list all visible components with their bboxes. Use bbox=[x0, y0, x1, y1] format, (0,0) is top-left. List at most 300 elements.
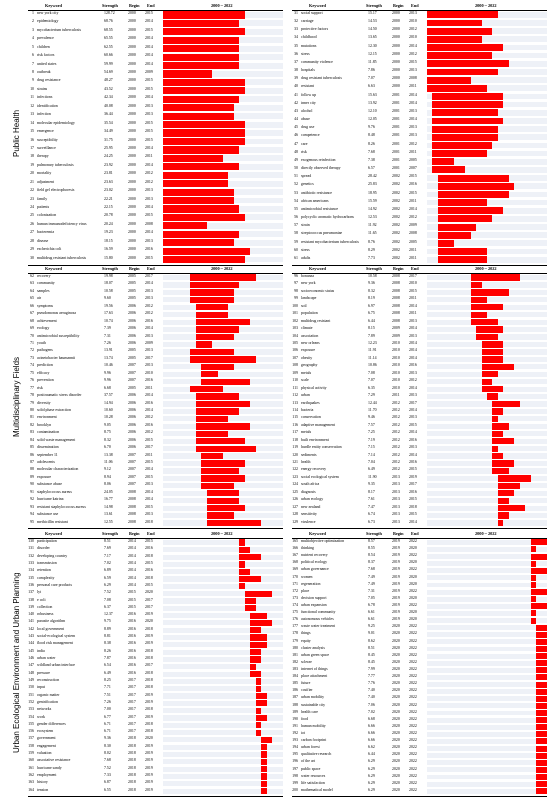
row-strength: 7.39 bbox=[104, 326, 111, 331]
row-index: 142 bbox=[28, 626, 34, 631]
row-strength: 9.75 bbox=[104, 619, 111, 624]
row-strength: 19.56 bbox=[104, 303, 113, 308]
row-begin: 2006 bbox=[128, 326, 136, 331]
row-index: 184 bbox=[292, 674, 298, 679]
row-index: 20 bbox=[30, 171, 34, 176]
row-index: 195 bbox=[292, 752, 298, 757]
burst-bar bbox=[163, 163, 239, 170]
burst-bar bbox=[201, 379, 250, 385]
row-keyword: things bbox=[301, 631, 311, 636]
row-end: 2014 bbox=[409, 117, 417, 122]
burst-bar bbox=[207, 498, 240, 504]
row-begin: 2000 bbox=[128, 103, 136, 108]
row-keyword: exposure bbox=[37, 474, 52, 479]
burst-bar bbox=[250, 634, 266, 640]
timeline-track bbox=[427, 453, 547, 458]
burst-bar bbox=[163, 231, 239, 238]
row-begin: 2015 bbox=[128, 597, 136, 602]
row-end: 2013 bbox=[145, 112, 153, 117]
row-index: 192 bbox=[292, 731, 298, 735]
row-keyword: geography bbox=[301, 363, 318, 368]
row-end: 2015 bbox=[409, 190, 417, 195]
row-index: 43 bbox=[294, 108, 298, 113]
row-keyword: cluster analysis bbox=[301, 645, 325, 650]
row-begin: 2010 bbox=[392, 348, 400, 353]
row-strength: 9.36 bbox=[368, 281, 375, 286]
row-strength: 19.98 bbox=[104, 274, 113, 278]
row-end: 2015 bbox=[145, 539, 153, 543]
row-begin: 2014 bbox=[128, 582, 136, 587]
row-strength: 6.61 bbox=[368, 610, 375, 615]
burst-bar bbox=[432, 134, 497, 141]
row-index: 175 bbox=[292, 610, 298, 615]
row-end: 2019 bbox=[145, 780, 153, 785]
row-index: 97 bbox=[294, 281, 298, 286]
row-strength: 28.42 bbox=[368, 174, 377, 179]
burst-bar bbox=[256, 678, 261, 684]
row-keyword: urban bbox=[301, 393, 310, 398]
row-end: 2014 bbox=[145, 162, 153, 167]
row-keyword: disease bbox=[37, 238, 49, 243]
row-keyword: drug resistance bbox=[37, 78, 61, 83]
header-timeline: 2000 ~ 2022 bbox=[475, 3, 497, 8]
row-strength: 7.19 bbox=[368, 437, 375, 442]
row-end: 2018 bbox=[145, 685, 153, 690]
burst-bar bbox=[196, 416, 229, 422]
row-index: 173 bbox=[292, 595, 298, 600]
row-end: 2005 bbox=[409, 157, 417, 162]
row-strength: 68.55 bbox=[104, 27, 113, 32]
row-index: 91 bbox=[30, 489, 34, 494]
row-keyword: lyt bbox=[37, 590, 42, 595]
row-index: 61 bbox=[294, 255, 298, 260]
row-keyword: water resources bbox=[301, 773, 326, 778]
row-index: 122 bbox=[292, 467, 298, 472]
burst-bar bbox=[471, 304, 504, 310]
row-end: 2020 bbox=[409, 610, 417, 615]
row-strength: 18.15 bbox=[104, 238, 113, 243]
row-strength: 6.35 bbox=[368, 385, 375, 390]
burst-bar bbox=[250, 642, 266, 648]
row-end: 2012 bbox=[409, 141, 417, 146]
row-keyword: iot bbox=[301, 731, 306, 735]
row-begin: 2020 bbox=[392, 638, 400, 643]
row-strength: 6.29 bbox=[368, 766, 375, 771]
burst-bar bbox=[250, 613, 266, 619]
row-end: 2019 bbox=[145, 787, 153, 792]
row-strength: 14.50 bbox=[368, 27, 377, 32]
row-end: 2007 bbox=[409, 166, 417, 171]
burst-bar bbox=[196, 438, 245, 444]
burst-bar bbox=[207, 490, 240, 496]
row-index: 12 bbox=[30, 103, 34, 108]
row-strength: 6.66 bbox=[368, 731, 375, 735]
row-strength: 8.15 bbox=[368, 326, 375, 331]
row-end: 2015 bbox=[409, 174, 417, 179]
row-strength: 8.51 bbox=[368, 645, 375, 650]
timeline-track bbox=[427, 554, 547, 559]
row-keyword: nutrient recovery bbox=[301, 553, 328, 558]
row-strength: 18.07 bbox=[104, 281, 113, 286]
row-index: 185 bbox=[292, 681, 298, 686]
row-end: 2013 bbox=[145, 333, 153, 338]
row-keyword: resistant staphylococcus aureus bbox=[37, 504, 86, 509]
row-end: 2022 bbox=[409, 738, 417, 743]
row-strength: 7.26 bbox=[104, 340, 111, 345]
row-end: 2019 bbox=[145, 751, 153, 756]
row-index: 95 bbox=[30, 519, 34, 524]
row-end: 2022 bbox=[409, 645, 417, 650]
row-strength: 7.87 bbox=[104, 656, 111, 661]
burst-bar bbox=[163, 172, 228, 179]
burst-bar bbox=[256, 700, 267, 706]
row-index: 199 bbox=[292, 780, 298, 785]
burst-bar bbox=[163, 62, 239, 69]
row-index: 45 bbox=[294, 125, 298, 130]
row-begin: 2000 bbox=[128, 247, 136, 252]
row-end: 2014 bbox=[409, 326, 417, 331]
row-index: 144 bbox=[28, 641, 34, 646]
row-begin: 2020 bbox=[392, 667, 400, 671]
row-index: 145 bbox=[28, 648, 34, 653]
row-keyword: health bbox=[301, 460, 311, 465]
row-begin: 2017 bbox=[128, 721, 136, 726]
row-end: 2019 bbox=[145, 773, 153, 778]
burst-bar bbox=[498, 505, 525, 511]
timeline-track bbox=[163, 664, 283, 669]
row-index: 100 bbox=[292, 303, 298, 308]
row-keyword: complexity bbox=[37, 575, 55, 580]
row-begin: 2011 bbox=[392, 393, 400, 398]
row-index: 166 bbox=[292, 546, 298, 551]
burst-bar bbox=[163, 222, 207, 229]
row-begin: 2020 bbox=[392, 773, 400, 778]
row-begin: 2006 bbox=[128, 393, 136, 398]
row-begin: 2008 bbox=[392, 311, 400, 316]
burst-bar bbox=[536, 682, 547, 688]
header-end: End bbox=[411, 266, 419, 271]
row-begin: 2006 bbox=[128, 340, 136, 345]
row-begin: 2014 bbox=[128, 560, 136, 565]
timeline-track bbox=[427, 506, 547, 511]
row-index: 75 bbox=[30, 370, 34, 375]
row-keyword: flood risk management bbox=[37, 641, 73, 646]
row-keyword: place attachment bbox=[301, 674, 328, 679]
row-end: 2014 bbox=[409, 206, 417, 211]
burst-bar bbox=[196, 312, 229, 318]
row-end: 2014 bbox=[145, 204, 153, 209]
row-begin: 2020 bbox=[392, 787, 400, 792]
row-index: 32 bbox=[294, 19, 298, 24]
burst-bar bbox=[471, 312, 487, 318]
row-strength: 7.89 bbox=[368, 333, 375, 338]
row-index: 151 bbox=[28, 692, 34, 697]
row-index: 26 bbox=[30, 221, 34, 226]
row-begin: 2012 bbox=[392, 437, 400, 442]
row-strength: 11.90 bbox=[368, 474, 377, 479]
row-keyword: risk bbox=[301, 149, 307, 154]
row-begin: 2009 bbox=[392, 333, 400, 338]
row-strength: 37.57 bbox=[104, 393, 113, 398]
row-end: 2022 bbox=[409, 603, 417, 607]
burst-bar bbox=[239, 539, 244, 545]
row-strength: 6.66 bbox=[368, 738, 375, 743]
row-begin: 2020 bbox=[392, 709, 400, 714]
burst-bar bbox=[531, 561, 536, 567]
burst-bar bbox=[196, 341, 212, 347]
row-end: 2013 bbox=[145, 363, 153, 368]
burst-bar bbox=[163, 155, 223, 162]
row-strength: 8.62 bbox=[368, 638, 375, 643]
row-keyword: social-ecological system bbox=[37, 634, 76, 639]
burst-bar bbox=[201, 468, 239, 474]
row-begin: 2016 bbox=[128, 619, 136, 624]
row-keyword: field gel electrophoresis bbox=[37, 188, 75, 193]
row-keyword: local government bbox=[37, 626, 65, 631]
burst-bar bbox=[536, 710, 547, 716]
header-begin: Begin bbox=[393, 531, 404, 536]
row-index: 136 bbox=[28, 582, 34, 587]
row-keyword: drug use bbox=[301, 125, 315, 130]
row-end: 2022 bbox=[409, 773, 417, 778]
timeline-track bbox=[427, 782, 547, 787]
row-begin: 2008 bbox=[128, 504, 136, 509]
row-index: 51 bbox=[294, 174, 298, 179]
row-begin: 2016 bbox=[128, 634, 136, 639]
burst-bar bbox=[163, 104, 234, 111]
row-begin: 2017 bbox=[128, 707, 136, 712]
row-begin: 2002 bbox=[392, 198, 400, 203]
burst-bar bbox=[531, 596, 536, 602]
row-begin: 2001 bbox=[392, 141, 400, 146]
timeline-track bbox=[427, 661, 547, 666]
row-index: 164 bbox=[28, 787, 34, 792]
header-timeline: 2000 ~ 2022 bbox=[211, 531, 233, 536]
bottom-rule bbox=[28, 796, 283, 797]
row-index: 6 bbox=[32, 53, 34, 58]
timeline-track bbox=[163, 730, 283, 735]
row-begin: 2000 bbox=[128, 11, 136, 15]
burst-bar bbox=[471, 297, 487, 303]
row-index: 82 bbox=[30, 422, 34, 427]
burst-bar bbox=[536, 625, 547, 631]
header-strength: Strength bbox=[366, 266, 382, 271]
timeline-track bbox=[163, 723, 283, 728]
row-end: 2020 bbox=[145, 590, 153, 595]
row-keyword: family bbox=[37, 196, 48, 201]
row-strength: 8.25 bbox=[104, 677, 111, 682]
timeline-track bbox=[427, 789, 547, 794]
timeline-track bbox=[163, 540, 283, 545]
burst-bar bbox=[531, 539, 547, 545]
row-keyword: polycyclic aromatic hydrocarbons bbox=[301, 215, 354, 220]
row-index: 59 bbox=[294, 239, 298, 244]
row-strength: 8.17 bbox=[368, 489, 375, 494]
timeline-track bbox=[427, 297, 547, 302]
burst-bar bbox=[207, 505, 245, 511]
row-keyword: future bbox=[301, 681, 311, 686]
row-end: 2013 bbox=[409, 125, 417, 130]
row-index: 129 bbox=[292, 519, 298, 524]
timeline-track bbox=[427, 618, 547, 623]
row-begin: 2000 bbox=[128, 162, 136, 167]
burst-bar bbox=[536, 753, 547, 759]
row-strength: 7.61 bbox=[368, 497, 375, 502]
row-index: 149 bbox=[28, 677, 34, 682]
row-index: 180 bbox=[292, 645, 298, 650]
row-begin: 2019 bbox=[392, 588, 400, 593]
row-begin: 2020 bbox=[392, 652, 400, 657]
row-strength: 6.44 bbox=[368, 318, 375, 323]
timeline-track bbox=[427, 654, 547, 659]
row-begin: 2013 bbox=[392, 489, 400, 494]
row-index: 5 bbox=[32, 44, 34, 49]
row-keyword: prediction bbox=[37, 363, 53, 368]
row-end: 2009 bbox=[145, 70, 153, 75]
row-begin: 2012 bbox=[392, 415, 400, 420]
row-index: 70 bbox=[30, 333, 34, 338]
row-keyword: risk factors bbox=[37, 53, 55, 58]
row-index: 182 bbox=[292, 659, 298, 664]
row-strength: 9.35 bbox=[368, 482, 375, 487]
row-keyword: employment bbox=[37, 773, 57, 778]
row-begin: 2000 bbox=[128, 120, 136, 125]
row-end: 2018 bbox=[409, 504, 417, 509]
burst-bar bbox=[536, 632, 547, 638]
row-index: 193 bbox=[292, 738, 298, 743]
burst-bar bbox=[256, 693, 267, 699]
burst-bar bbox=[201, 475, 245, 481]
burst-bar bbox=[427, 28, 492, 35]
row-end: 2012 bbox=[145, 311, 153, 316]
burst-bar bbox=[492, 453, 503, 459]
timeline-track bbox=[427, 632, 547, 637]
row-index: 57 bbox=[294, 223, 298, 228]
row-index: 114 bbox=[292, 407, 298, 412]
row-begin: 2008 bbox=[392, 281, 400, 286]
burst-bar bbox=[498, 483, 520, 489]
row-strength: 13.38 bbox=[104, 452, 113, 457]
row-keyword: conservation bbox=[301, 415, 321, 420]
row-keyword: samples bbox=[37, 288, 50, 293]
row-keyword: diagnosis bbox=[301, 489, 316, 494]
row-end: 2012 bbox=[409, 27, 417, 32]
row-end: 2017 bbox=[145, 274, 153, 278]
burst-bar bbox=[196, 423, 251, 429]
row-end: 2016 bbox=[145, 422, 153, 427]
row-end: 2019 bbox=[145, 634, 153, 639]
row-keyword: infection bbox=[37, 112, 51, 117]
row-index: 160 bbox=[28, 758, 34, 763]
row-index: 39 bbox=[294, 76, 298, 81]
row-strength: 6.37 bbox=[104, 604, 111, 609]
row-index: 110 bbox=[292, 378, 298, 383]
row-strength: 7.29 bbox=[368, 393, 375, 398]
row-begin: 2000 bbox=[392, 59, 400, 64]
row-strength: 7.06 bbox=[368, 702, 375, 707]
row-index: 25 bbox=[30, 213, 34, 218]
row-begin: 2018 bbox=[128, 787, 136, 792]
row-keyword: staphylococcus aureus bbox=[37, 489, 72, 494]
row-index: 198 bbox=[292, 773, 298, 778]
row-end: 2015 bbox=[145, 78, 153, 83]
burst-bar bbox=[438, 207, 503, 214]
row-keyword: disorder bbox=[37, 546, 50, 551]
burst-bar bbox=[427, 85, 487, 92]
row-keyword: south africa bbox=[301, 482, 320, 487]
row-begin: 2002 bbox=[392, 182, 400, 187]
row-strength: 8.29 bbox=[368, 247, 375, 252]
row-begin: 2017 bbox=[128, 692, 136, 697]
row-begin: 2016 bbox=[128, 626, 136, 631]
row-begin: 2008 bbox=[128, 519, 136, 524]
row-begin: 2002 bbox=[392, 247, 400, 252]
burst-bar bbox=[498, 512, 509, 518]
row-keyword: alcohol bbox=[301, 108, 313, 113]
burst-bar bbox=[536, 653, 547, 659]
row-keyword: hurdle entity conservation bbox=[301, 445, 342, 450]
row-begin: 2007 bbox=[128, 474, 136, 479]
row-index: 56 bbox=[294, 215, 298, 220]
burst-bar bbox=[536, 788, 547, 794]
burst-bar bbox=[163, 239, 234, 246]
burst-bar bbox=[536, 781, 547, 787]
row-keyword: children bbox=[37, 44, 50, 49]
row-index: 155 bbox=[28, 721, 34, 726]
burst-bar bbox=[482, 379, 493, 385]
row-index: 42 bbox=[294, 100, 298, 105]
row-strength: 8.45 bbox=[368, 652, 375, 657]
header-strength: Strength bbox=[366, 531, 382, 536]
row-begin: 2019 bbox=[392, 574, 400, 579]
burst-bar bbox=[438, 199, 487, 206]
row-keyword: urban expansion bbox=[301, 603, 327, 607]
row-index: 49 bbox=[294, 157, 298, 162]
row-end: 2022 bbox=[409, 688, 417, 693]
row-end: 2012 bbox=[145, 303, 153, 308]
row-end: 2017 bbox=[145, 663, 153, 668]
row-index: 117 bbox=[292, 430, 298, 435]
row-end: 2014 bbox=[409, 452, 417, 457]
row-strength: 65.55 bbox=[104, 36, 113, 41]
row-index: 124 bbox=[292, 482, 298, 487]
row-keyword: symptoms bbox=[37, 303, 53, 308]
row-strength: 25.95 bbox=[104, 145, 113, 150]
row-index: 99 bbox=[294, 296, 298, 301]
row-begin: 2005 bbox=[128, 355, 136, 360]
row-strength: 60.66 bbox=[104, 53, 113, 58]
row-keyword: sediments bbox=[301, 452, 317, 457]
row-strength: 7.26 bbox=[104, 699, 111, 704]
row-strength: 6.71 bbox=[104, 721, 111, 726]
timeline-track bbox=[427, 718, 547, 723]
row-begin: 2002 bbox=[392, 174, 400, 179]
row-strength: 12.30 bbox=[368, 43, 377, 48]
row-begin: 2001 bbox=[392, 166, 400, 171]
row-end: 2014 bbox=[409, 385, 417, 390]
row-keyword: mycobacterium tuberculosis bbox=[37, 27, 81, 32]
row-index: 35 bbox=[294, 43, 298, 48]
burst-bar bbox=[482, 386, 504, 392]
row-keyword: solid waste management bbox=[37, 437, 76, 442]
burst-bar bbox=[196, 446, 256, 452]
row-end: 2022 bbox=[409, 723, 417, 728]
timeline-track bbox=[427, 409, 547, 414]
row-strength: 25.83 bbox=[368, 182, 377, 187]
burst-bar bbox=[536, 746, 547, 752]
burst-bar bbox=[482, 341, 504, 347]
row-end: 2022 bbox=[409, 667, 417, 671]
